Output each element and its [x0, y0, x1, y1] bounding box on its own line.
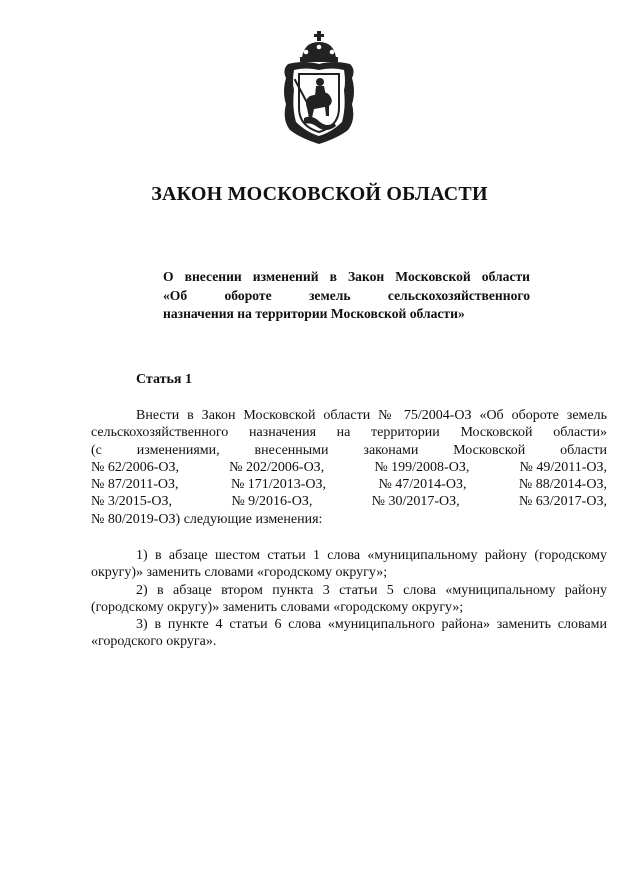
word: области [560, 442, 607, 458]
word: (с [91, 442, 102, 458]
law-numbers-row [91, 493, 607, 510]
document-title: ЗАКОН МОСКОВСКОЙ ОБЛАСТИ [151, 183, 488, 205]
subtitle-line: назначения на территории Московской области» [163, 306, 465, 321]
text-line: 3) в пункте 4 статьи 6 слова «муниципального района» заменить словами [136, 617, 607, 633]
intro-paragraph [91, 407, 607, 528]
text-line: 2) в абзаце втором пункта 3 статьи 5 слова «муниципальному району [136, 582, 607, 598]
text-line: сельскохозяйственного назначения на территории Московской области» [91, 425, 607, 441]
law-numbers-row [91, 476, 607, 493]
law-numbers-row [91, 459, 607, 476]
word: законами [363, 442, 419, 458]
word: изменениями, [136, 442, 220, 458]
law-number: № 63/2017-ОЗ, [518, 494, 607, 510]
text-line: Внести в Закон Московской области № 75/2004-ОЗ «Об обороте земель [136, 408, 607, 423]
word: внесенными [254, 442, 329, 458]
word: Московской [453, 442, 526, 458]
text-line: (городскому округу)» заменить словами «городскому округу»; [91, 599, 464, 615]
law-number: № 30/2017-ОЗ, [371, 494, 460, 510]
law-subtitle [163, 268, 530, 324]
text-line: № 80/2019-ОЗ) следующие изменения: [91, 511, 323, 527]
coat-of-arms-icon [282, 30, 356, 146]
text-line [91, 442, 607, 459]
article-heading: Статья 1 [136, 372, 192, 387]
list-item [91, 547, 607, 582]
law-number: № 9/2016-ОЗ, [231, 494, 313, 510]
law-number: № 87/2011-ОЗ, [91, 477, 179, 493]
law-number: № 62/2006-ОЗ, [91, 459, 180, 475]
text-line: 1) в абзаце шестом статьи 1 слова «муниципальному району (городскому [136, 548, 607, 563]
law-number: № 88/2014-ОЗ, [518, 477, 607, 493]
subtitle-line: «Об обороте земель сельскохозяйственного [163, 287, 530, 303]
list-item [91, 616, 607, 651]
law-number: № 202/2006-ОЗ, [229, 459, 325, 475]
subtitle-line: О внесении изменений в Закон Московской области [163, 269, 530, 284]
text-line: «городского округа». [91, 634, 217, 650]
law-number: № 171/2013-ОЗ, [230, 477, 326, 493]
law-number: № 49/2011-ОЗ, [519, 459, 607, 475]
law-number: № 199/2008-ОЗ, [374, 459, 470, 475]
law-number: № 47/2014-ОЗ, [378, 477, 467, 493]
amendments-list [91, 547, 607, 651]
list-item [91, 582, 607, 617]
law-number: № 3/2015-ОЗ, [91, 494, 173, 510]
text-line: округу)» заменить словами «городскому округу»; [91, 565, 388, 581]
